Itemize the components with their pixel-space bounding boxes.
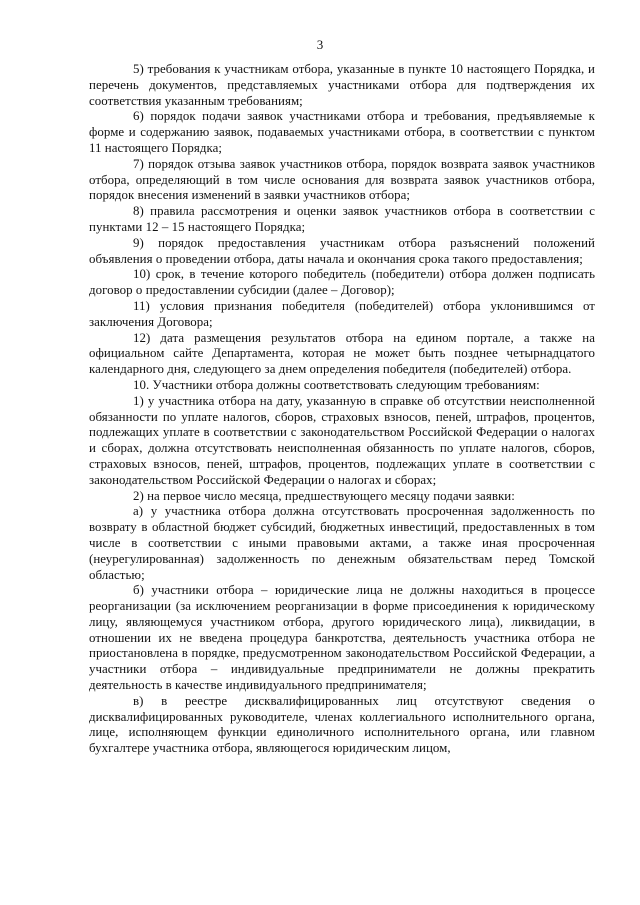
page-number: 3 <box>316 37 324 52</box>
document-body <box>89 62 595 757</box>
paragraph-item-12: 12) дата размещения результатов отбора на едином портале, а также на официальном сайте Департамента, которая не может быть позднее четырнадцатого календарного дня, следующего за днем определения победителя (победителей) отбора. <box>89 330 595 377</box>
paragraph-item-5: 5) требования к участникам отбора, указанные в пункте 10 настоящего Порядка, и перечень документов, представляемых участниками отбора для подтверждения их соответствия указанным требованиям; <box>89 62 595 108</box>
paragraph-item-11: 11) условия признания победителя (победителей) отбора уклонившимся от заключения Договора; <box>89 298 595 329</box>
requirement-2b: б) участники отбора – юридические лица не должны находиться в процессе реорганизации (за исключением реорганизации в форме присоединения к юридическому лицу, являющемуся участником отбора, другого юридического лица), ликвидации, в отношении их не введена процедура банкротства, деятельность участника отбора не приостановлена в порядке, предусмотренном законодательством Российской Федерации, а участники отбора – индивидуальные предприниматели не должны прекратить деятельность в качестве индивидуального предпринимателя; <box>89 583 595 693</box>
section-10-heading: 10. Участники отбора должны соответствовать следующим требованиям: <box>133 377 540 392</box>
paragraph-item-7: 7) порядок отзыва заявок участников отбора, порядок возврата заявок участников отбора, определяющий в том числе основания для возврата заявок участников отбора, порядок внесения изменений в заявки участников отбора; <box>89 156 595 203</box>
paragraph-item-10: 10) срок, в течение которого победитель (победители) отбора должен подписать договор о предоставлении субсидии (далее – Договор); <box>89 267 595 298</box>
requirement-2: 2) на первое число месяца, предшествующего месяцу подачи заявки: <box>133 488 515 503</box>
paragraph-item-8: 8) правила рассмотрения и оценки заявок участников отбора в соответствии с пунктами 12 – 15 настоящего Порядка; <box>89 204 595 234</box>
requirement-2v: в) в реестре дисквалифицированных лиц отсутствуют сведения о дисквалифицированных руководителе, членах коллегиального исполнительного органа, лице, исполняющем функции единоличного исполнительного органа, или главном бухгалтере участника отбора, являющегося юридическим лицом, <box>89 693 595 756</box>
paragraph-item-6: 6) порядок подачи заявок участниками отбора и требования, предъявляемые к форме и содержанию заявок, подаваемых участниками отбора, в соответствии с пунктом 11 настоящего Порядка; <box>89 109 595 155</box>
paragraph-item-9: 9) порядок предоставления участникам отбора разъяснений положений объявления о проведении отбора, даты начала и окончания срока такого предоставления; <box>89 235 595 266</box>
requirement-2a: а) у участника отбора должна отсутствовать просроченная задолженность по возврату в областной бюджет субсидий, бюджетных инвестиций, предоставленных в том числе в соответствии с иными правовыми актами, а также иная просроченная (неурегулированная) задолженность по денежным обязательствам перед Томской областью; <box>89 504 595 582</box>
requirement-1: 1) у участника отбора на дату, указанную в справке об отсутствии неисполненной обязанности по уплате налогов, сборов, страховых взносов, пеней, штрафов, процентов, подлежащих уплате в соответствии с законодательством Российской Федерации о налогах и сборах, должна отсутствовать неисполненная обязанность по уплате налогов, сборов, страховых взносов, пеней, штрафов, процентов, подлежащих уплате в соответствии с законодательством Российской Федерации о налогах и сборах; <box>89 393 595 487</box>
